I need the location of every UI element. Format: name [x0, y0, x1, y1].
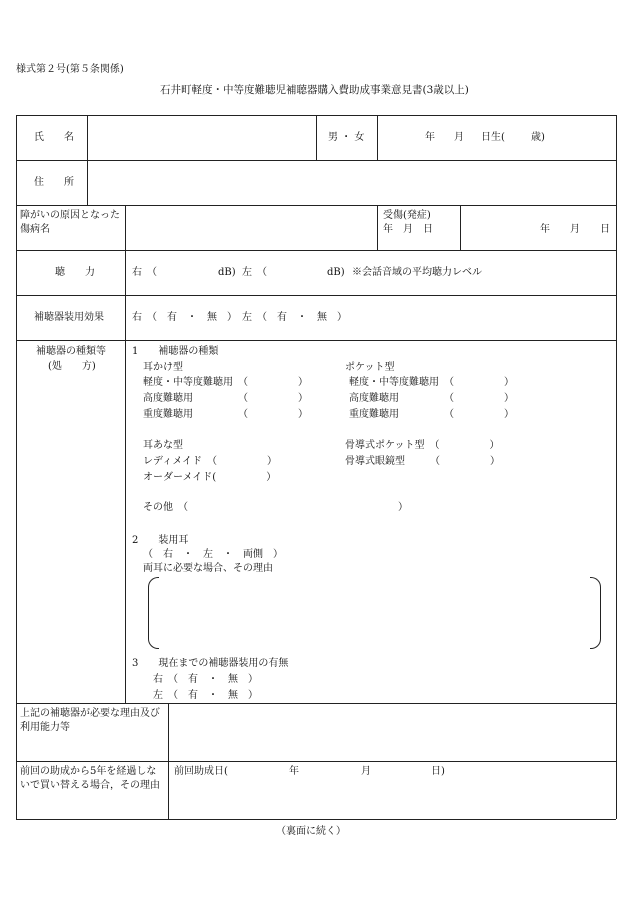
injury-date-label: 年 月 日 — [383, 224, 433, 235]
need-reason-label: 上記の補聴器が必要な理由及び利用能力等 — [20, 708, 160, 733]
birth-year: 年 — [425, 132, 435, 143]
both-ear-reason-label: 両耳に必要な場合、その理由 — [143, 563, 273, 574]
hearing-label: 聴 力 — [55, 267, 95, 278]
label-col-line-b — [125, 205, 126, 703]
in-ear-title: 耳あな型 — [143, 440, 183, 451]
address-label: 住 所 — [34, 177, 74, 188]
hearing-db-right: dB) — [218, 267, 236, 278]
birth-month: 月 — [454, 132, 464, 143]
pocket-title: ポケット型 — [345, 362, 395, 373]
pocket-mild[interactable]: 軽度・中等度難聴用 （ ） — [349, 377, 514, 388]
injury-month: 月 — [570, 224, 580, 235]
replace-reason-field[interactable] — [169, 782, 615, 818]
previous-aid-month: 月 — [361, 766, 371, 777]
row-line-5 — [16, 340, 616, 341]
wearing-ear-choice[interactable]: （ 右 ・ 左 ・ 両側 ） — [143, 549, 283, 560]
birth-age: 歳) — [531, 132, 545, 143]
previous-aid-year: 年 — [289, 766, 299, 777]
ear-hook-high[interactable]: 高度難聴用 （ ） — [143, 393, 308, 404]
ear-hook-title: 耳かけ型 — [143, 362, 183, 373]
injury-label: 受傷(発症) — [383, 210, 431, 221]
bone-pocket[interactable]: 骨導式ポケット型 （ ） — [345, 440, 500, 451]
address-field[interactable] — [88, 161, 615, 204]
document-title: 石井町軽度・中等度難聴児補聴器購入費助成事業意見書(3歳以上) — [160, 84, 469, 96]
previous-aid-day: 日) — [431, 766, 445, 777]
sex-col-line-left — [316, 115, 317, 160]
row-line-7 — [16, 761, 616, 762]
usage-right[interactable]: 右 （ 有 ・ 無 ） — [153, 674, 258, 685]
hearing-note: ※会話音域の平均聴力レベル — [352, 267, 482, 278]
ear-hook-mild[interactable]: 軽度・中等度難聴用 （ ） — [143, 377, 308, 388]
injury-date-col-line — [460, 205, 461, 250]
in-ear-order[interactable]: オーダーメイド( ） — [143, 472, 277, 483]
injury-year: 年 — [540, 224, 550, 235]
name-label: 氏 名 — [34, 132, 74, 143]
table-right-border — [616, 115, 617, 819]
both-ear-reason-field[interactable] — [160, 579, 588, 645]
name-field[interactable] — [88, 116, 315, 159]
bone-glasses[interactable]: 骨導式眼鏡型 （ ） — [345, 456, 500, 467]
need-reason-field[interactable] — [169, 704, 615, 760]
other-type[interactable]: その他 （ ） — [143, 502, 408, 513]
sex-choice[interactable]: 男 ・ 女 — [328, 132, 365, 143]
types-sublabel: (処 方) — [48, 361, 96, 372]
row-line-4 — [16, 295, 616, 296]
effect-choice[interactable]: 右 （ 有 ・ 無 ） 左 （ 有 ・ 無 ） — [132, 312, 347, 323]
in-ear-ready[interactable]: レディメイド （ ） — [143, 456, 277, 467]
continued-note: （裏面に続く） — [276, 826, 346, 837]
previous-aid-date-label: 前回助成日( — [174, 766, 228, 777]
section1-title: 1 補聴器の種類 — [132, 346, 219, 357]
section3-title: 3 現在までの補聴器装用の有無 — [132, 658, 289, 669]
reason-bracket-right — [590, 577, 601, 649]
replace-reason-label: 前回の助成から5年を経過しないで買い替える場合，その理由 — [20, 766, 160, 791]
row-line-3 — [16, 250, 616, 251]
birth-day: 日生( — [481, 132, 505, 143]
table-left-border — [16, 115, 17, 819]
cause-field[interactable] — [126, 206, 376, 249]
pocket-high[interactable]: 高度難聴用 （ ） — [349, 393, 514, 404]
hearing-right: 右 （ — [132, 267, 157, 278]
pocket-severe[interactable]: 重度難聴用 （ ） — [349, 409, 514, 420]
hearing-left: 左 （ — [242, 267, 267, 278]
form-number: 様式第２号(第５条関係) — [16, 64, 124, 75]
injury-day: 日 — [600, 224, 610, 235]
reason-bracket-left — [148, 577, 159, 649]
types-label: 補聴器の種類等 — [36, 346, 106, 357]
hearing-db-left: dB) — [327, 267, 345, 278]
section2-title: 2 装用耳 — [132, 535, 189, 546]
effect-label: 補聴器装用効果 — [34, 312, 104, 323]
ear-hook-severe[interactable]: 重度難聴用 （ ） — [143, 409, 308, 420]
sex-col-line-right — [377, 115, 378, 160]
usage-left[interactable]: 左 （ 有 ・ 無 ） — [153, 690, 258, 701]
cause-label: 障がいの原因となった傷病名 — [20, 210, 120, 235]
injury-col-line — [377, 205, 378, 250]
row-line-bottom — [16, 819, 616, 820]
